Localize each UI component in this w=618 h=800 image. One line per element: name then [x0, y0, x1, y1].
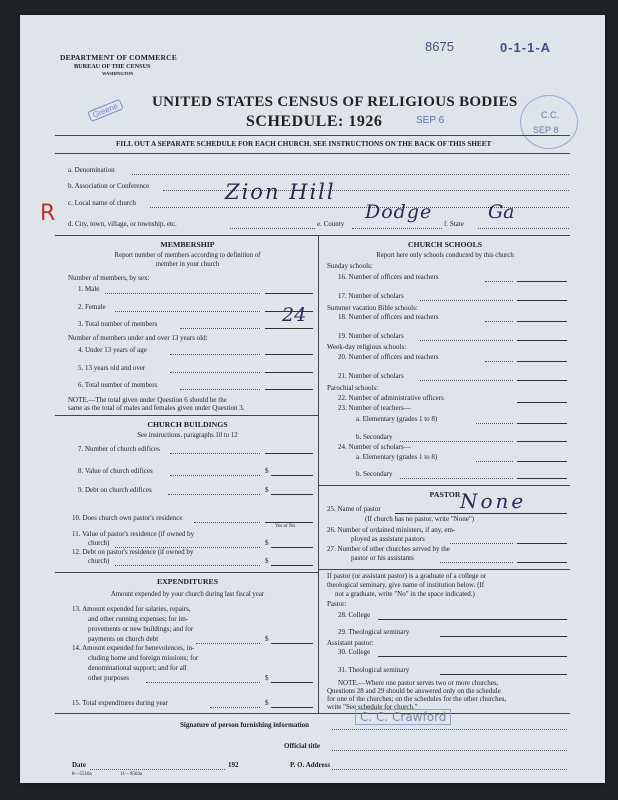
pastor-note-4: write "See schedule for church.": [327, 703, 418, 711]
date-stamp: SEP 6: [416, 115, 445, 126]
signature-label: Signature of person furnishing information: [180, 721, 309, 729]
q21-label: 21. Number of scholars: [338, 372, 404, 380]
age-header-label: Number of members under and over 13 years old:: [68, 334, 208, 342]
schedule-title: SCHEDULE: 1926: [246, 113, 383, 130]
pastor-note-1: NOTE.—Where one pastor serves two or more churches,: [338, 679, 499, 687]
q25-value: None: [460, 489, 527, 513]
q11-field[interactable]: [271, 547, 313, 548]
weekday-schools-label: Week-day religious schools:: [327, 343, 407, 351]
q18-field[interactable]: [517, 321, 567, 322]
parochial-schools-label: Parochial schools:: [327, 384, 379, 392]
q14-label-1: 14. Amount expended for benevolences, in-: [72, 644, 195, 652]
q5-field[interactable]: [265, 372, 313, 373]
date-field[interactable]: [90, 769, 225, 770]
q10-dots: [194, 522, 260, 523]
q13-label-4: payments on church debt: [88, 635, 159, 643]
q22-field[interactable]: [517, 402, 567, 403]
q20-label: 20. Number of officers and teachers: [338, 353, 439, 361]
graduate-note-3: not a graduate, write "No" in the space indicated.): [335, 590, 475, 598]
q18-dots: [485, 321, 513, 322]
local-name-value: Zion Hill: [225, 180, 336, 204]
q14-label-3: denominational support; and for all: [88, 664, 187, 672]
q14-dollar: $: [265, 674, 269, 682]
q24-label: 24. Number of scholars—: [338, 443, 411, 451]
q3-dots: [180, 328, 260, 329]
q18-label: 18. Number of officers and teachers: [338, 313, 439, 321]
q15-dots: [210, 707, 260, 708]
q17-field[interactable]: [517, 300, 567, 301]
bureau-name: BUREAU OF THE CENSUS: [74, 63, 151, 70]
pastor-note-3: for one of the churches; on the schedules for the other churches,: [327, 695, 507, 703]
q14-label-4: other purposes: [88, 674, 130, 682]
q6-label: 6. Total number of members: [78, 381, 158, 389]
q8-dots: [170, 475, 260, 476]
q25-note: (If church has no pastor, write "None"): [365, 515, 475, 523]
q23b-label: b. Secondary: [356, 433, 393, 441]
q13-field[interactable]: [271, 643, 313, 644]
q11-label-1: 11. Value of pastor's residence (if owned by: [72, 530, 195, 538]
state-field[interactable]: [478, 228, 569, 229]
q17-label: 17. Number of scholars: [338, 292, 404, 300]
year-label: 192: [228, 761, 239, 769]
q24a-label: a. Elementary (grades 1 to 8): [356, 453, 438, 461]
q19-dots: [420, 340, 513, 341]
signature-stamp: C. C. Crawford: [355, 709, 451, 725]
q21-dots: [420, 380, 513, 381]
pastor-label: Pastor:: [327, 600, 347, 608]
q20-field[interactable]: [517, 361, 567, 362]
q24b-label: b. Secondary: [356, 470, 393, 478]
q1-field[interactable]: [265, 293, 313, 294]
denomination-field[interactable]: [132, 174, 569, 175]
q26-dots: [450, 543, 513, 544]
department-name: DEPARTMENT OF COMMERCE: [60, 53, 177, 62]
q10-field[interactable]: [265, 522, 313, 523]
county-field[interactable]: [352, 228, 442, 229]
q27-label-1: 27. Number of other churches served by the: [327, 545, 450, 553]
q1-label: 1. Male: [78, 285, 100, 293]
q10-label: 10. Does church own pastor's residence: [72, 514, 183, 522]
q10-yes-no: Yes or No: [275, 524, 296, 529]
q19-field[interactable]: [517, 340, 567, 341]
print-number: 11—9564a: [120, 772, 143, 777]
city-label: d. City, town, village, or township, etc.: [68, 220, 177, 228]
q17-dots: [420, 300, 513, 301]
q29-field[interactable]: [440, 636, 567, 637]
q30-field[interactable]: [378, 656, 567, 657]
census-form: [20, 15, 605, 783]
q1-dots: [105, 293, 260, 294]
q8-field[interactable]: [271, 475, 313, 476]
official-title-label: Official title: [284, 742, 320, 750]
local-name-label: c. Local name of church: [68, 199, 136, 207]
association-label: b. Association or Conference: [68, 182, 150, 190]
q23a-field[interactable]: [517, 423, 567, 424]
q7-dots: [170, 453, 260, 454]
buildings-note: See instructions, paragraphs 10 to 12: [137, 432, 238, 439]
q30-label: 30. College: [338, 648, 371, 656]
schools-note: Report here only schools conducted by this church: [376, 252, 514, 259]
state-label: f. State: [444, 220, 464, 228]
q11-label-2: church): [88, 539, 110, 547]
q31-label: 31. Theological seminary: [338, 666, 410, 674]
q29-label: 29. Theological seminary: [338, 628, 410, 636]
q27-dots: [440, 562, 513, 563]
members-by-sex-label: Number of members, by sex:: [68, 274, 150, 282]
q23a-label: a. Elementary (grades 1 to 8): [356, 415, 438, 423]
q15-label: 15. Total expenditures during year: [72, 699, 168, 707]
q5-dots: [170, 372, 260, 373]
q12-dollar: $: [265, 557, 269, 565]
q8-label: 8. Value of church edifices: [78, 467, 153, 475]
q14-field[interactable]: [271, 682, 313, 683]
q9-dollar: $: [265, 486, 269, 494]
bureau-city: WASHINGTON: [102, 71, 134, 76]
q4-field[interactable]: [265, 354, 313, 355]
pastor-note-2: Questions 28 and 29 should be answered only on the schedule: [327, 687, 501, 695]
q28-label: 28. College: [338, 611, 371, 619]
signature-field[interactable]: [332, 729, 567, 730]
q3-field[interactable]: [265, 328, 313, 329]
q27-label-2: pastor or his assistants: [351, 554, 414, 562]
association-field[interactable]: [163, 190, 569, 191]
q12-field[interactable]: [271, 565, 313, 566]
q31-field[interactable]: [440, 674, 567, 675]
form-title: UNITED STATES CENSUS OF RELIGIOUS BODIES: [152, 94, 518, 110]
q14-label-2: cluding home and foreign missions; for: [88, 654, 199, 662]
q12-label-1: 12. Debt on pastor's residence (if owned by: [72, 548, 194, 556]
q13-label-1: 13. Amount expended for salaries, repairs,: [72, 605, 191, 613]
review-mark: R: [40, 201, 56, 226]
expenditures-heading: EXPENDITURES: [156, 577, 219, 586]
q7-label: 7. Number of church edifices: [78, 445, 160, 453]
q4-dots: [170, 354, 260, 355]
po-address-field[interactable]: [332, 769, 567, 770]
q9-dots: [168, 494, 260, 495]
membership-heading: MEMBERSHIP: [160, 240, 215, 249]
schools-heading: CHURCH SCHOOLS: [407, 240, 483, 249]
membership-note-2: member in your church: [155, 261, 220, 268]
q24a-dots: [476, 461, 513, 462]
q9-field[interactable]: [271, 494, 313, 495]
q24a-field[interactable]: [517, 461, 567, 462]
received-stamp: Greene: [87, 99, 123, 122]
membership-note-a: NOTE.—The total given under Question 6 should be the: [68, 396, 227, 404]
circular-stamp: C.C. SEP 8: [520, 95, 578, 149]
q13-label-3: provements or new buildings; and for: [88, 625, 194, 633]
state-value: Ga: [488, 201, 515, 223]
q6-field[interactable]: [265, 389, 313, 390]
q9-label: 9. Debt on church edifices: [78, 486, 152, 494]
serial-number: 8675: [425, 39, 454, 54]
membership-note-b: same as the total of males and females given under Question 3.: [68, 404, 245, 412]
q20-dots: [485, 361, 513, 362]
county-value: Dodge: [365, 201, 433, 223]
official-title-field[interactable]: [332, 750, 567, 751]
graduate-note-1: If pastor (or assistant pastor) is a graduate of a college or: [327, 572, 487, 580]
q4-label: 4. Under 13 years of age: [78, 346, 147, 354]
q2-label: 2. Female: [78, 303, 106, 311]
q24b-dots: [400, 478, 513, 479]
q19-label: 19. Number of scholars: [338, 332, 404, 340]
membership-note-1: Report number of members according to definition of: [114, 252, 261, 259]
q26-label-2: ployed as assistant pastors: [351, 535, 425, 543]
form-number: 8—5518a: [72, 772, 92, 777]
q23b-field[interactable]: [517, 441, 567, 442]
sunday-schools-label: Sunday schools:: [327, 262, 373, 270]
q26-field[interactable]: [517, 543, 567, 544]
q7-field[interactable]: [265, 453, 313, 454]
q8-dollar: $: [265, 467, 269, 475]
city-field[interactable]: [230, 228, 315, 229]
q16-dots: [485, 281, 513, 282]
q3-label: 3. Total number of members: [78, 320, 158, 328]
q13-dots: [196, 643, 260, 644]
instruction-line: FILL OUT A SEPARATE SCHEDULE FOR EACH CHURCH. SEE INSTRUCTIONS ON THE BACK OF THIS SHEET: [116, 140, 492, 148]
form-code-stamp: 0-1-1-A: [500, 40, 552, 55]
county-label: e. County: [317, 220, 345, 228]
date-label: Date: [72, 761, 86, 769]
q6-dots: [180, 389, 260, 390]
q25-label: 25. Name of pastor: [327, 505, 381, 513]
po-address-label: P. O. Address: [290, 761, 331, 769]
graduate-note-2: theological seminary, give name of institution below. (If: [327, 581, 485, 589]
q23a-dots: [476, 423, 513, 424]
q15-dollar: $: [265, 699, 269, 707]
assistant-pastor-label: Assistant pastor:: [327, 639, 374, 647]
q16-label: 16. Number of officers and teachers: [338, 273, 439, 281]
q12-label-2: church): [88, 557, 110, 565]
denomination-label: a. Denomination: [68, 166, 115, 174]
expenditures-note: Amount expended by your church during last fiscal year: [110, 591, 265, 598]
q15-field[interactable]: [271, 707, 313, 708]
q11-dollar: $: [265, 539, 269, 547]
q14-dots: [146, 682, 260, 683]
q23b-dots: [400, 441, 513, 442]
q27-field[interactable]: [517, 562, 567, 563]
q13-label-2: and other running expenses; for im-: [88, 615, 189, 623]
q21-field[interactable]: [517, 380, 567, 381]
q13-dollar: $: [265, 635, 269, 643]
q12-dots: [115, 565, 260, 566]
pastor-heading: PASTOR: [429, 490, 461, 499]
q25-field[interactable]: [395, 513, 567, 514]
q23-label: 23. Number of teachers—: [338, 404, 411, 412]
q16-field[interactable]: [517, 281, 567, 282]
q24b-field[interactable]: [517, 478, 567, 479]
q2-dots: [115, 311, 260, 312]
summer-schools-label: Summer vacation Bible schools:: [327, 304, 418, 312]
q28-field[interactable]: [378, 619, 567, 620]
q5-label: 5. 13 years old and over: [78, 364, 146, 372]
q3-value: 24: [282, 304, 307, 326]
q26-label-1: 26. Number of ordained ministers, if any, em-: [327, 526, 456, 534]
q22-label: 22. Number of administrative officers: [338, 394, 444, 402]
buildings-heading: CHURCH BUILDINGS: [147, 420, 228, 429]
